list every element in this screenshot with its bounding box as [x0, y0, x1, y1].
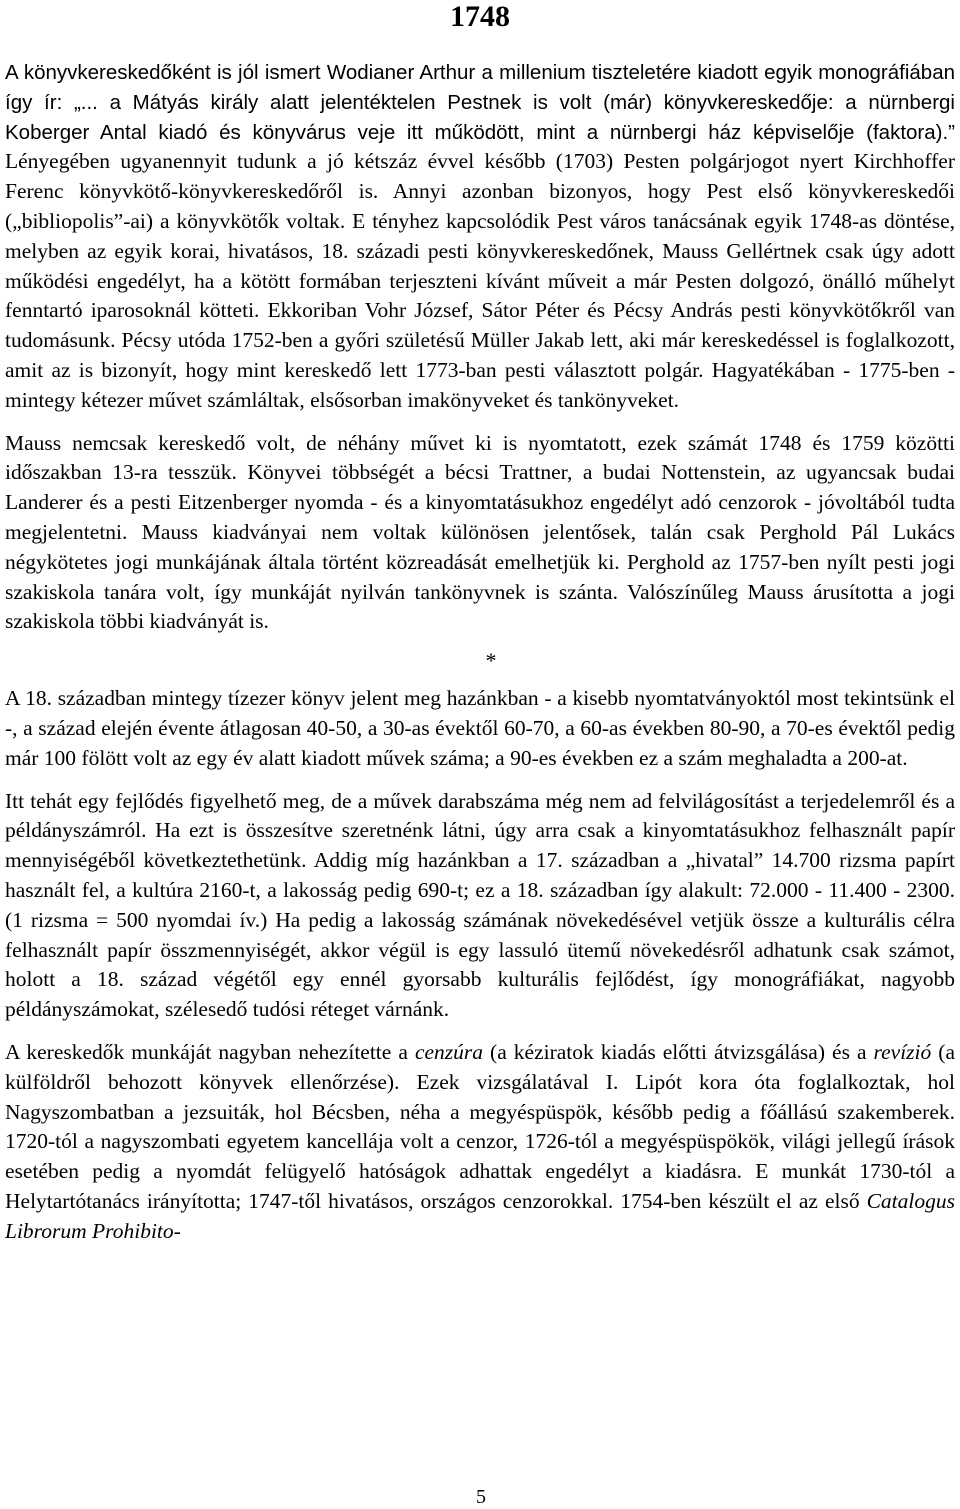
text-segment: Lényegében ugyanennyit tudunk a jó kétszáz évvel később (1703) Pesten polgárjogot nyert Kirchhoffer Ferenc könyvkötő-könyvkereskedőről is. Annyi azonban bizonyos, hogy Pest első könyvkereskedői („bibliopolis”-ai) a könyvkötők voltak. E tényhez kapcsolódik Pest város tanácsának egyik 1748-as döntése, melyben az egyik korai, hivatásos, 18. századi pesti könyvkereskedőnek, Mauss Gellértnek csak úgy adott működési engedélyt, ha a kötött formában terjeszteni kívánt műveit a már Pesten dolgozó, önálló műhelyt fenntartó iparosoknál kötteti. Ekkoriban Vohr József, Sátor Péter és Pécsy András pesti könyvkötőkről van tudomásunk. Pécsy utóda 1752-ben a győri születésű Müller Jakab lett, aki már kereskedéssel is foglalkozott, amit az is bizonyít, hogy mint kereskedő lett 1773-ban pesti választott polgár. Hagyatékában - 1775-ben - mintegy kétezer művet számláltak, elsősorban imakönyveket és tankönyveket.: [5, 149, 955, 412]
text-segment: Itt tehát egy fejlődés figyelhető meg, de a művek darabszáma még nem ad felvilágosítást a terjedelemről és a példányszámról. Ha ezt is összesítve szeretnénk látni, úgy arra csak a kinyomtatásukhoz felhasznált papír mennyiségéből következtethetünk. Addig míg hazánkban a 17. században a „hivatal” 14.700 rizsma papírt használt fel, a kultúra 2160-t, a lakosság pedig 690-t; ez a 18. században így alakult: 72.000 - 11.400 - 2300. (1 rizsma = 500 nyomdai ív.) Ha pedig a lakosság számának növekedésével vetjük össze a kulturális célra felhasznált papír összmennyiségét, akkor végül is egy lassuló ütemű növekedésről adhatunk csak számot, holott a 18. század végétől egy ennél gyorsabb kulturális fejlődést, így monográfiákat, nagyobb példányszámokat, szélesedő tudósi réteget várnánk.: [5, 788, 955, 1022]
italic-term-revision: revízió: [873, 1039, 932, 1064]
quote-segment: A könyvkereskedőként is jól ismert Wodianer Arthur a millenium tiszteletére kiadott egyik monográfiában így ír: „... a Mátyás király alatt jelentéktelen Pestnek is volt (már) könyvkereskedője: a nürnbergi Koberger Antal kiadó és könyvárus veje itt működött, mint a nürnbergi ház képviselője (faktora).”: [5, 61, 955, 144]
section-separator: *: [485, 648, 497, 674]
paragraph-2: [5, 429, 955, 638]
paragraph-3: [5, 684, 955, 773]
paragraph-1: [5, 58, 955, 416]
page-number: 5: [476, 1486, 486, 1508]
italic-catalogue-title: Catalogus Librorum Prohibito-: [5, 1188, 955, 1243]
text-segment: A 18. században mintegy tízezer könyv jelent meg hazánkban - a kisebb nyomtatványoktól most tekintsünk el -, a század elején évente átlagosan 40-50, a 30-as évektől 60-70, a 60-as években 80-90, a 70-es évektől pedig már 100 fölött volt az egy év alatt kiadott művek száma; a 90-es években ez a szám meghaladta a 200-at.: [5, 686, 955, 770]
text-segment: A kereskedők munkáját nagyban nehezítette a: [5, 1039, 415, 1064]
paragraph-5: [5, 1038, 955, 1247]
document-page: [5, 0, 955, 1246]
italic-term-censorship: cenzúra: [414, 1039, 484, 1064]
text-segment: (a külföldről behozott könyvek ellenőrzése). Ezek vizsgálatával I. Lipót kora óta foglalkoztak, hol Nagyszombatban a jezsuiták, hol Bécsben, néha a megyéspüspök, később pedig a főállású szakemberek. 1720-tól a nagyszombati egyetem kancellája volt a cenzor, 1726-tól a megyéspüspökök, világi jellegű írások esetében pedig a nyomdát felügyelő hatóságok adhattak engedélyt a kiadásra. E munkát 1730-tól a Helytartótanács irányította; 1747-től hivatásos, országos cenzorokkal. 1754-ben készült el az első: [5, 1039, 955, 1213]
page-heading: 1748: [450, 0, 510, 33]
text-segment: Mauss nemcsak kereskedő volt, de néhány művet ki is nyomtatott, ezek számát 1748 és 1759 közötti időszakban 13-ra tesszük. Könyvei többségét a bécsi Trattner, a budai Nottenstein, az ugyancsak budai Landerer és a pesti Eitzenberger nyomda - és a kinyomtatásukhoz engedélyt adó cenzorok - jóvoltából tudta megjelentetni. Mauss kiadványai nem voltak különösen jelentősek, talán csak Perghold Pál Lukács négykötetes jogi munkájának általa történt közreadását emelhetjük ki. Perghold az 1757-ben nyílt pesti jogi szakiskola tanára volt, így munkáját nyilván tankönyvnek is szánta. Valószínűleg Mauss árusította a jogi szakiskola többi kiadványát is.: [5, 430, 955, 634]
text-segment: (a kéziratok kiadás előtti átvizsgálása) és a: [483, 1039, 874, 1064]
paragraph-4: [5, 787, 955, 1025]
